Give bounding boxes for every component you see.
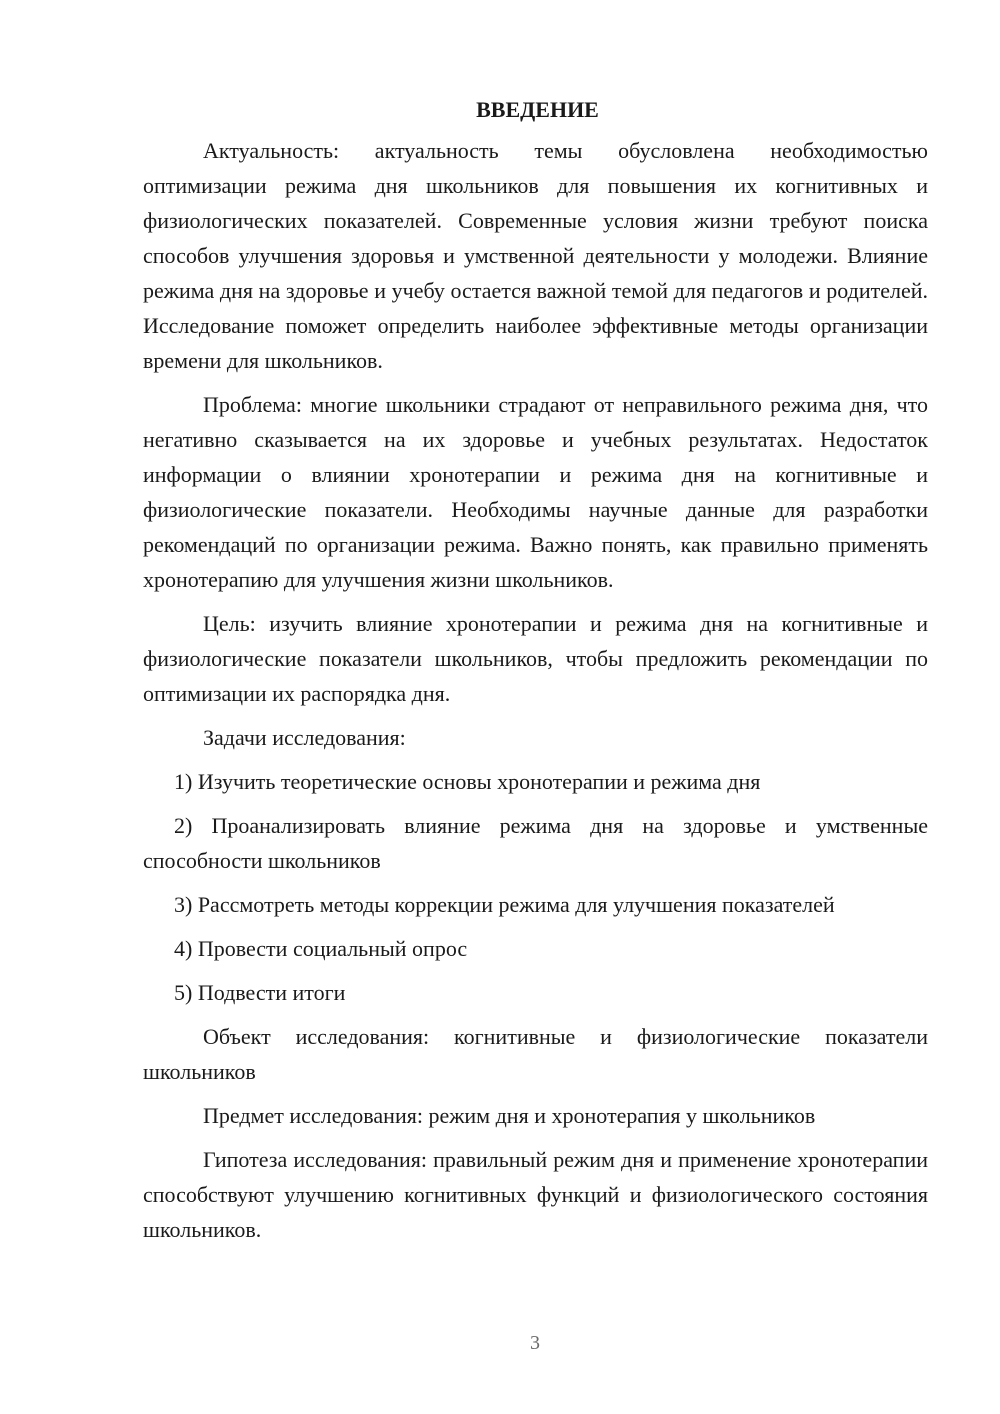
tasks-heading: Задачи исследования: <box>203 725 406 750</box>
goal-paragraph: Цель: изучить влияние хронотерапии и режима дня на когнитивные и физиологические показатели школьников, чтобы предложить рекомендации по оптимизации их распорядка дня. <box>143 611 928 706</box>
task-item-1: 1) Изучить теоретические основы хронотерапии и режима дня <box>174 769 761 794</box>
task-item-4: 4) Провести социальный опрос <box>174 936 468 961</box>
relevance-paragraph: Актуальность: актуальность темы обусловлена необходимостью оптимизации режима дня школьников для повышения их когнитивных и физиологических показателей. Современные условия жизни требуют поиска способов улучшения здоровья и умственной деятельности у молодежи. Влияние режима дня на здоровье и учебу остается важной темой для педагогов и родителей. Исследование поможет определить наиболее эффективные методы организации времени для школьников. <box>143 138 928 373</box>
subject-paragraph: Предмет исследования: режим дня и хронотерапия у школьников <box>203 1103 816 1128</box>
page-number: 3 <box>530 1332 540 1354</box>
problem-paragraph: Проблема: многие школьники страдают от неправильного режима дня, что негативно сказывается на их здоровье и учебных результатах. Недостаток информации о влиянии хронотерапии и режима дня на когнитивные и физиологические показатели. Необходимы научные данные для разработки рекомендаций по организации режима. Важно понять, как правильно применять хронотерапию для улучшения жизни школьников. <box>143 392 928 592</box>
document-page <box>143 92 928 1256</box>
task-item-2: 2) Проанализировать влияние режима дня на здоровье и умственные способности школьников <box>143 813 928 873</box>
task-item-3: 3) Рассмотреть методы коррекции режима для улучшения показателей <box>174 892 835 917</box>
object-paragraph: Объект исследования: когнитивные и физиологические показатели школьников <box>143 1024 928 1084</box>
task-item-5: 5) Подвести итоги <box>174 980 346 1005</box>
page-title: ВВЕДЕНИЕ <box>476 97 599 122</box>
hypothesis-paragraph: Гипотеза исследования: правильный режим дня и применение хронотерапии способствуют улучшению когнитивных функций и физиологического состояния школьников. <box>143 1147 928 1242</box>
